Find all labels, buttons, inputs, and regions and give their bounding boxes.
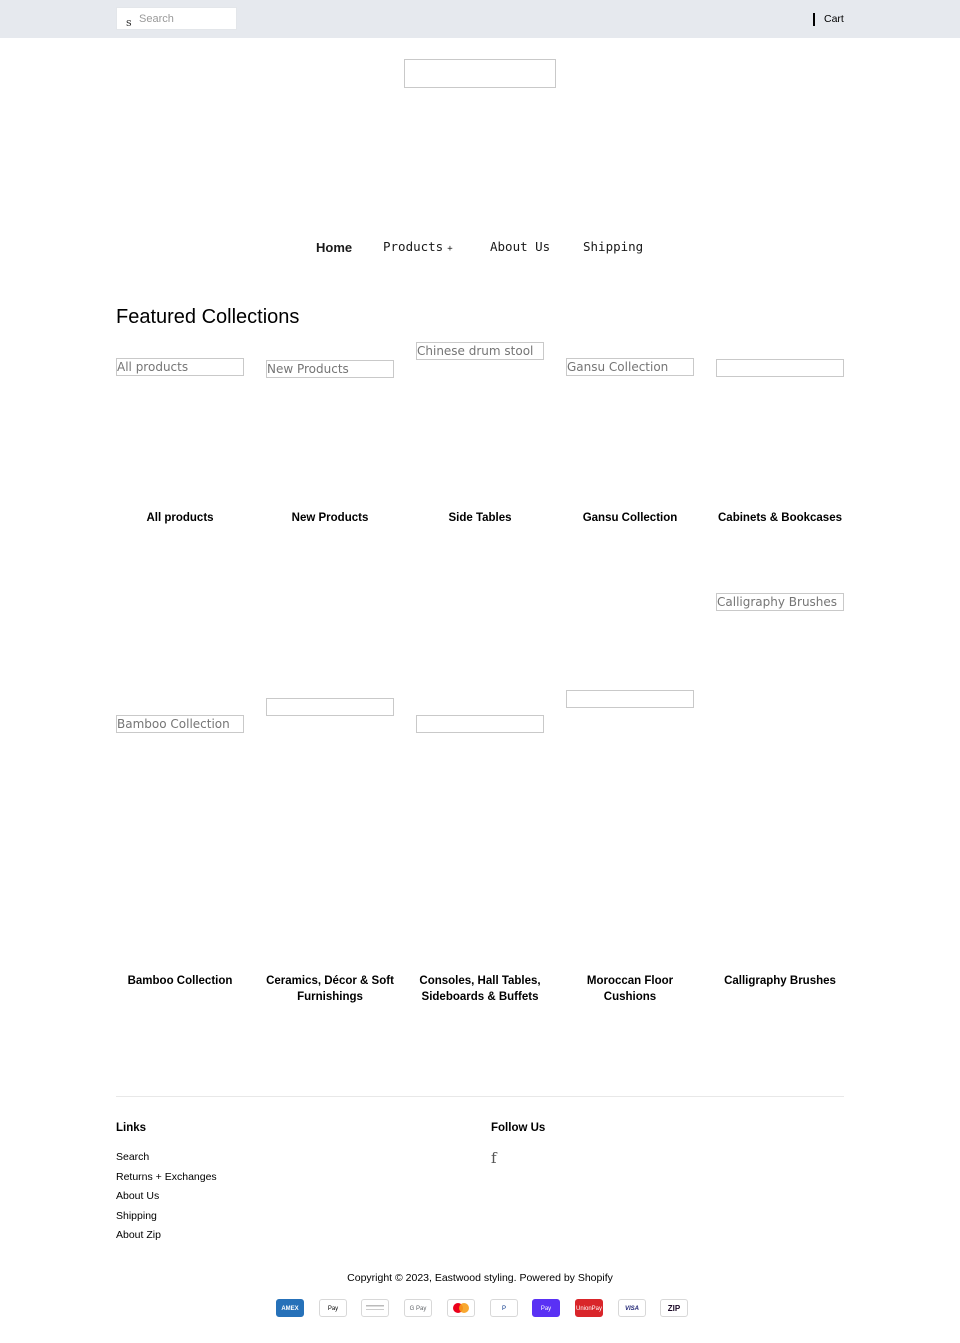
- collection-image[interactable]: Bamboo Collection: [116, 715, 244, 733]
- american-express-label: AMEX: [281, 1306, 299, 1312]
- apple-pay-label: Pay: [327, 1306, 339, 1312]
- search-form[interactable]: [116, 7, 237, 30]
- collection-image[interactable]: Chinese drum stool: [416, 342, 544, 360]
- collection-title[interactable]: Bamboo Collection: [127, 975, 233, 987]
- facebook-icon[interactable]: f: [491, 1149, 497, 1167]
- visa-icon: [618, 1299, 646, 1317]
- nav-home[interactable]: Home: [316, 240, 353, 255]
- google-pay-label: G Pay: [409, 1306, 427, 1312]
- collection-image[interactable]: Gansu Collection: [566, 358, 694, 376]
- union-pay-icon: [575, 1299, 603, 1317]
- collection-title[interactable]: Cabinets & Bookcases: [718, 512, 842, 524]
- apple-pay-icon: [319, 1299, 347, 1317]
- diners-club-icon: [361, 1299, 389, 1317]
- footer-follow-heading: Follow Us: [491, 1122, 546, 1134]
- nav-products-label: Products: [383, 239, 444, 254]
- mastercard-icon: [447, 1299, 475, 1317]
- american-express-icon: [276, 1299, 304, 1317]
- google-pay-icon: [404, 1299, 432, 1317]
- footer-link-returns[interactable]: Returns + Exchanges: [116, 1171, 217, 1183]
- visa-label: VISA: [624, 1306, 639, 1312]
- zip-label: ZIP: [667, 1304, 681, 1313]
- union-pay-label: UnionPay: [576, 1306, 603, 1312]
- cart-label[interactable]: Cart: [824, 13, 844, 25]
- nav-about[interactable]: About Us: [490, 239, 551, 254]
- collection-title[interactable]: All products: [146, 512, 214, 524]
- site-logo[interactable]: [404, 59, 556, 88]
- footer-link-about-zip[interactable]: About Zip: [116, 1229, 161, 1241]
- nav-products[interactable]: [383, 239, 453, 254]
- collection-image[interactable]: New Products: [266, 360, 394, 378]
- collection-title[interactable]: New Products: [291, 512, 369, 524]
- collection-image[interactable]: [266, 698, 394, 716]
- copyright-text: Copyright © 2023, Eastwood styling. Powered by Shopify: [347, 1272, 613, 1284]
- paypal-label: P: [501, 1306, 506, 1312]
- footer-links-heading: Links: [116, 1122, 147, 1134]
- top-bar: [0, 0, 960, 38]
- search-input[interactable]: [139, 11, 233, 26]
- section-title: Featured Collections: [116, 306, 300, 328]
- footer-link-shipping[interactable]: Shipping: [116, 1210, 157, 1222]
- collection-image[interactable]: [566, 690, 694, 708]
- collection-title[interactable]: Side Tables: [448, 512, 512, 524]
- footer-link-search[interactable]: Search: [116, 1151, 150, 1163]
- collection-title[interactable]: Moroccan Floor Cushions: [586, 975, 674, 1003]
- footer-link-about[interactable]: About Us: [116, 1190, 160, 1202]
- paypal-icon: [490, 1299, 518, 1317]
- dropdown-arrow-icon: +: [447, 244, 453, 254]
- search-icon[interactable]: s: [126, 16, 132, 29]
- collection-title[interactable]: Gansu Collection: [582, 512, 678, 524]
- shop-pay-label: Pay: [540, 1306, 552, 1312]
- collection-title[interactable]: Calligraphy Brushes: [724, 975, 836, 987]
- main-nav: [0, 239, 960, 257]
- collection-image[interactable]: Calligraphy Brushes: [716, 593, 844, 611]
- collection-image[interactable]: [716, 359, 844, 377]
- zip-icon: [660, 1299, 688, 1317]
- nav-shipping[interactable]: Shipping: [583, 239, 644, 254]
- cart-link[interactable]: [813, 12, 844, 26]
- collection-title[interactable]: Ceramics, Décor & Soft Furnishings: [266, 975, 394, 1003]
- collection-title[interactable]: Consoles, Hall Tables, Sideboards & Buffets: [419, 975, 541, 1003]
- collection-image[interactable]: All products: [116, 358, 244, 376]
- cart-icon[interactable]: [813, 13, 816, 26]
- collection-image[interactable]: [416, 715, 544, 733]
- shop-pay-icon: [532, 1299, 560, 1317]
- footer-divider: [116, 1096, 844, 1097]
- payment-icons: [0, 1297, 960, 1319]
